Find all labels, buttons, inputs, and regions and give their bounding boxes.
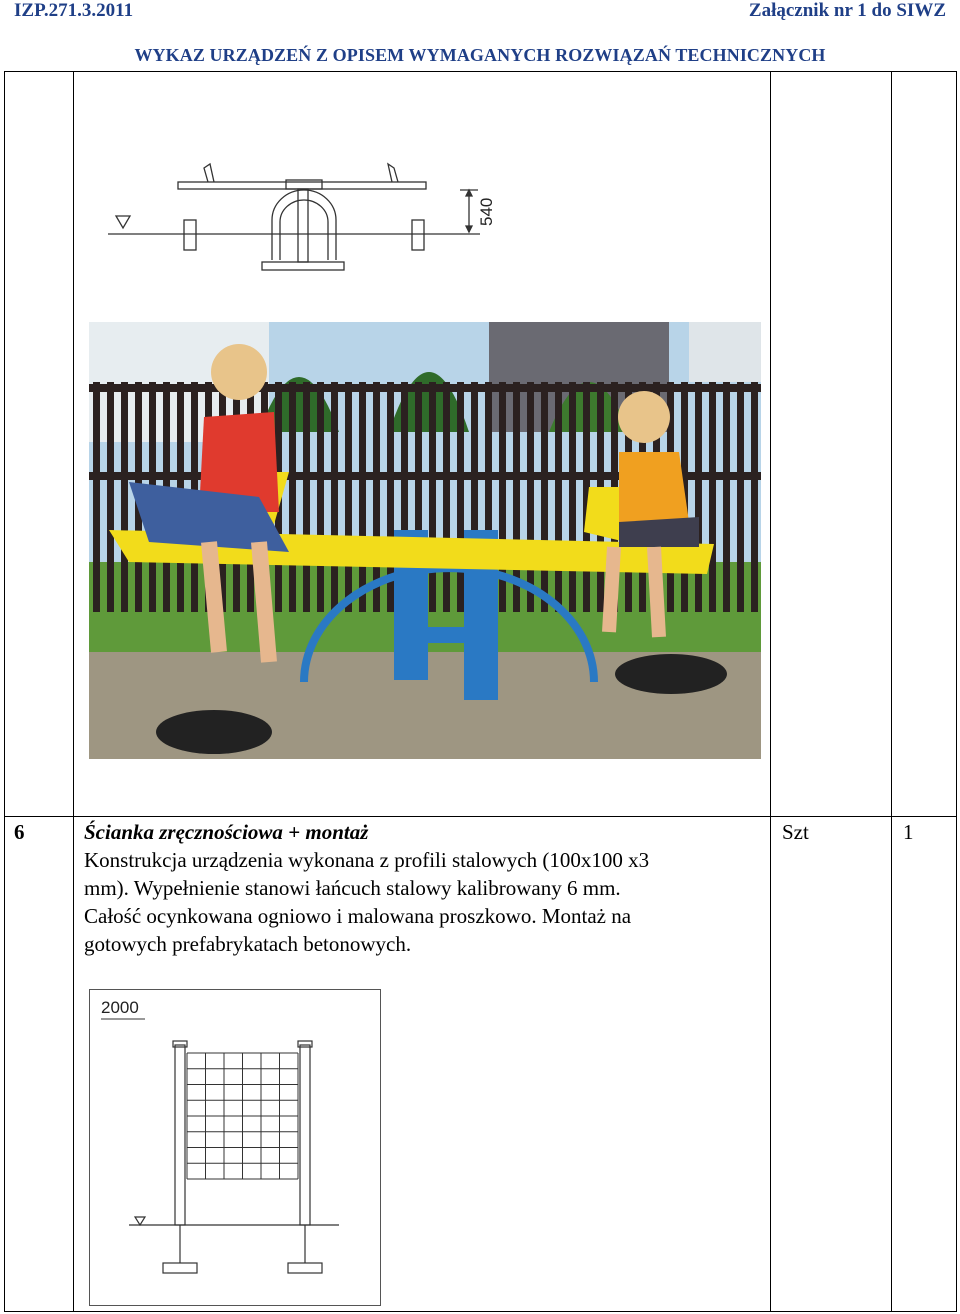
seesaw-technical-drawing xyxy=(100,150,520,280)
col-border-unit xyxy=(891,71,892,1312)
fence-slat xyxy=(289,382,296,612)
item-number: 6 xyxy=(14,820,25,844)
item-unit: Szt xyxy=(782,820,809,844)
col-border-right xyxy=(956,71,957,1312)
fence-slat xyxy=(443,382,450,612)
document-reference: IZP.271.3.2011 xyxy=(14,0,134,21)
col-border-number xyxy=(73,71,74,1312)
col-border-description xyxy=(770,71,771,1312)
description-line: Konstrukcja urządzenia wykonana z profili stalowych (100x100 x3 xyxy=(84,848,650,872)
seesaw-photo xyxy=(89,322,761,759)
climbing-wall-technical-drawing xyxy=(89,989,381,1307)
description-line: mm). Wypełnienie stanowi łańcuch stalowy kalibrowany 6 mm. xyxy=(84,876,621,900)
fence-slat xyxy=(541,382,548,612)
document-subtitle: WYKAZ URZĄDZEŃ Z OPISEM WYMAGANYCH ROZWIĄZAŃ TECHNICZNYCH xyxy=(134,45,826,65)
fence-slat xyxy=(345,382,352,612)
fence-slat xyxy=(457,382,464,612)
fence-slat xyxy=(569,382,576,612)
fence-slat xyxy=(93,382,100,612)
fence-slat xyxy=(331,382,338,612)
fence-slat xyxy=(527,382,534,612)
fence-slat xyxy=(429,382,436,612)
row-divider xyxy=(4,816,957,817)
item-title: Ścianka zręcznościowa + montaż xyxy=(84,820,369,844)
description-line: gotowych prefabrykatach betonowych. xyxy=(84,932,412,956)
fence-slat xyxy=(695,382,702,612)
fence-slat xyxy=(751,382,758,612)
description-line: Całość ocynkowana ogniowo i malowana proszkowo. Montaż na xyxy=(84,904,632,928)
fence-slat xyxy=(303,382,310,612)
col-border-left xyxy=(4,71,5,1312)
fence-slat xyxy=(555,382,562,612)
fence-slat xyxy=(317,382,324,612)
annex-label: Załącznik nr 1 do SIWZ xyxy=(748,0,946,21)
item-description xyxy=(84,818,764,958)
fence-slat xyxy=(737,382,744,612)
fence-slat xyxy=(709,382,716,612)
table-top-border xyxy=(4,71,957,72)
fence-slat xyxy=(359,382,366,612)
fence-slat xyxy=(723,382,730,612)
wall-dimension-label: 2000 xyxy=(101,998,139,1017)
fence-slat xyxy=(107,382,114,612)
table-bottom-border xyxy=(4,1311,957,1312)
fence-slat xyxy=(121,382,128,612)
seesaw-dimension-label: 540 xyxy=(477,197,496,226)
fence-slat xyxy=(373,382,380,612)
item-quantity: 1 xyxy=(903,820,914,844)
